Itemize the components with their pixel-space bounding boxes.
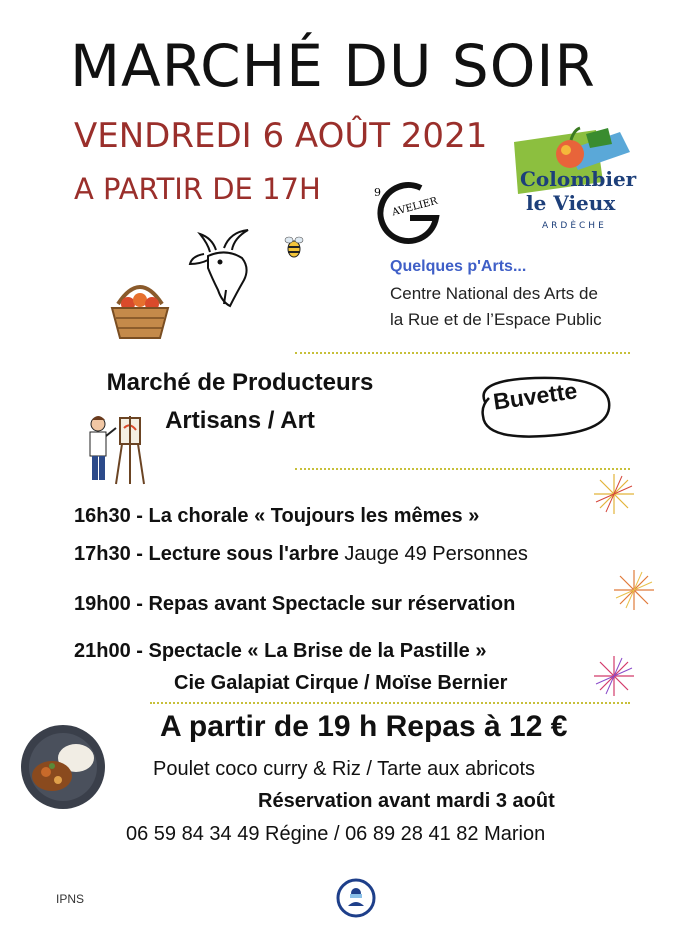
program-item-text: Cie Galapiat Cirque / Moïse Bernier [174, 672, 508, 694]
event-date: VENDREDI 6 AOÛT 2021 [74, 116, 488, 156]
meal-plate-icon [18, 722, 108, 812]
program-item [74, 543, 528, 566]
firework-icon [612, 568, 656, 612]
partner-name: Quelques p'Arts... [390, 258, 527, 275]
basket-icon [108, 274, 172, 342]
market-line-2: Artisans / Art [165, 407, 315, 434]
program-item [74, 593, 515, 616]
meal-headline: A partir de 19 h Repas à 12 € [160, 710, 568, 743]
firework-icon [592, 472, 636, 516]
painter-icon [82, 410, 152, 486]
event-title: MARCHÉ DU SOIR [70, 32, 596, 100]
partner-line-1: Centre National des Arts de [390, 284, 598, 303]
program-item [74, 505, 479, 528]
gavelier-logo-text: AVELIER [390, 195, 439, 219]
partner-line-2: la Rue et de l’Espace Public [390, 310, 602, 329]
colombier-logo [508, 122, 648, 237]
buvette-label: Buvette [491, 377, 579, 415]
goat-icon [186, 228, 260, 308]
colombier-logo-line2: le Vieux [526, 191, 616, 215]
program-item-text: 16h30 - La chorale « Toujours les mêmes » [74, 505, 480, 527]
program-item [174, 672, 507, 695]
colombier-logo-region: ARDÈCHE [542, 221, 607, 231]
separator-top [295, 352, 630, 354]
meal-phones: 06 59 84 34 49 Régine / 06 89 28 41 82 Marion [126, 823, 546, 845]
mask-badge-icon [336, 878, 376, 918]
colombier-logo-line1: Colombier [520, 167, 637, 191]
firework-icon [592, 654, 636, 698]
event-start-time: A PARTIR DE 17H [74, 172, 321, 206]
program-item-text: 19h00 - Repas avant Spectacle sur réservation [74, 593, 516, 615]
meal-reservation: Réservation avant mardi 3 août [258, 790, 555, 812]
program-item-text: 17h30 - Lecture sous l'arbre [74, 543, 339, 565]
svg-text:9: 9 [374, 186, 381, 199]
meal-menu: Poulet coco curry & Riz / Tarte aux abricots [153, 758, 536, 780]
ipns-label: IPNS [56, 892, 85, 906]
separator-middle [295, 468, 630, 470]
program-item-extra: Jauge 49 Personnes [338, 543, 528, 565]
market-line-1: Marché de Producteurs [106, 369, 374, 396]
separator-bottom [150, 702, 630, 704]
program-item [74, 640, 486, 663]
program-item-text: 21h00 - Spectacle « La Brise de la Pastille » [74, 640, 487, 662]
gavelier-logo [366, 180, 456, 250]
bee-icon [282, 234, 306, 260]
